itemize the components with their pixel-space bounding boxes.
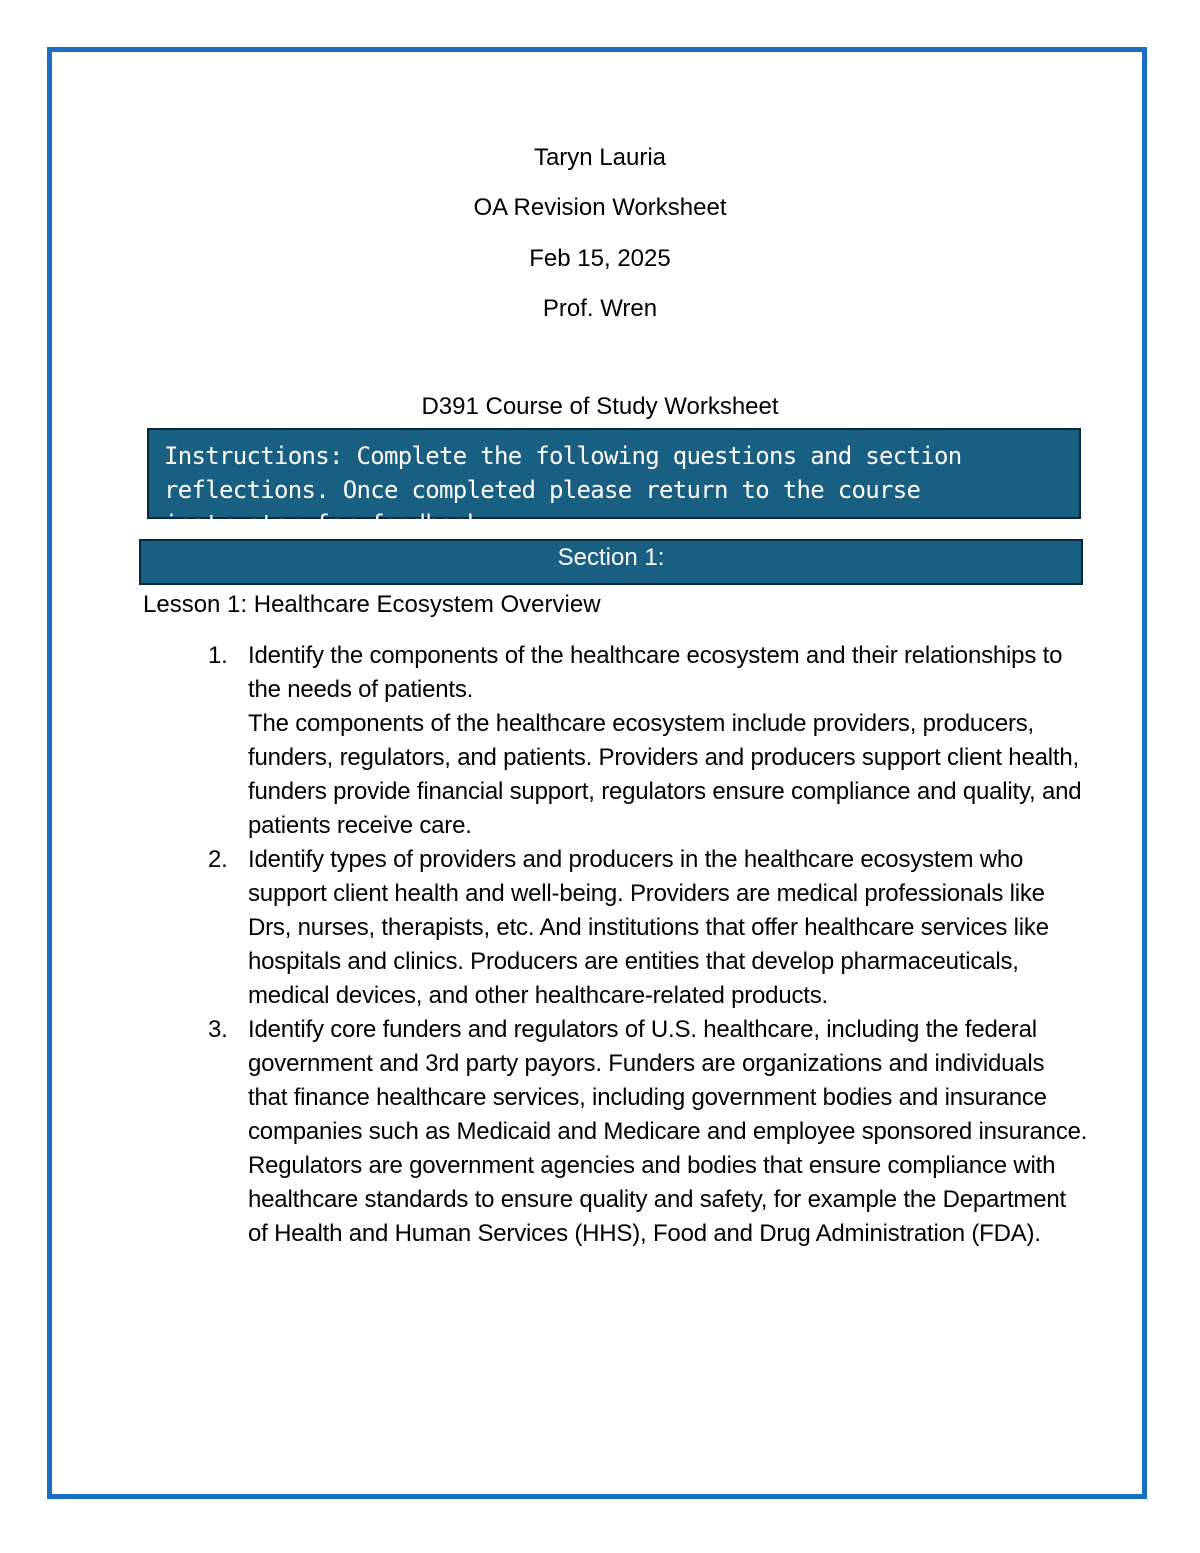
question-body [248, 639, 1088, 843]
instructions-text: Instructions: Complete the following questions and section reflections. Once completed please return to the course instructor for feedback. [164, 442, 962, 538]
author-name: Taryn Lauria [533, 144, 667, 171]
answer-text: Funders are organizations and individuals that finance healthcare services, including government bodies and insurance companies such as Medicaid and Medicare and employee sponsored insurance. Regulators are government agencies and bodies that ensure compliance with healthcare standards to ensure quality and safety, for example the Department of Health and Human Services (HHS), Food and Drug Administration (FDA). [248, 1050, 1088, 1247]
assignment-title: OA Revision Worksheet [473, 194, 727, 221]
question-body [248, 843, 1088, 1013]
question-prompt: Identify core funders and regulators of U.S. healthcare, including the federal government and 3rd party payors. [248, 1016, 1037, 1077]
answer-text: Providers are medical professionals like Drs, nurses, therapists, etc. And institutions that offer healthcare services like hospitals and clinics. Producers are entities that develop pharmaceuticals, medical devices, and other healthcare-related products. [248, 880, 1049, 1009]
lesson-title: Lesson 1: Healthcare Ecosystem Overview [143, 591, 601, 618]
question-number: 2. [208, 846, 228, 873]
question-item [208, 843, 1088, 1013]
worksheet-title: D391 Course of Study Worksheet [421, 393, 779, 420]
question-list [208, 639, 1088, 1251]
question-number: 1. [208, 642, 228, 669]
section-header: Section 1: [139, 539, 1083, 585]
question-number: 3. [208, 1016, 228, 1043]
instructions-box [147, 428, 1081, 538]
question-item [208, 1013, 1088, 1251]
question-item [208, 639, 1088, 843]
question-body [248, 1013, 1088, 1251]
professor-name: Prof. Wren [542, 295, 658, 322]
date: Feb 15, 2025 [529, 245, 671, 272]
answer-text: The components of the healthcare ecosystem include providers, producers, funders, regulators, and patients. Providers and producers support client health, funders provide financial support, regulators ensure compliance and quality, and patients receive care. [248, 710, 1082, 839]
question-prompt: Identify the components of the healthcare ecosystem and their relationships to the needs of patients. [248, 642, 1063, 703]
question-prompt: Identify types of providers and producers in the healthcare ecosystem who support client health and well-being. [248, 846, 1024, 907]
